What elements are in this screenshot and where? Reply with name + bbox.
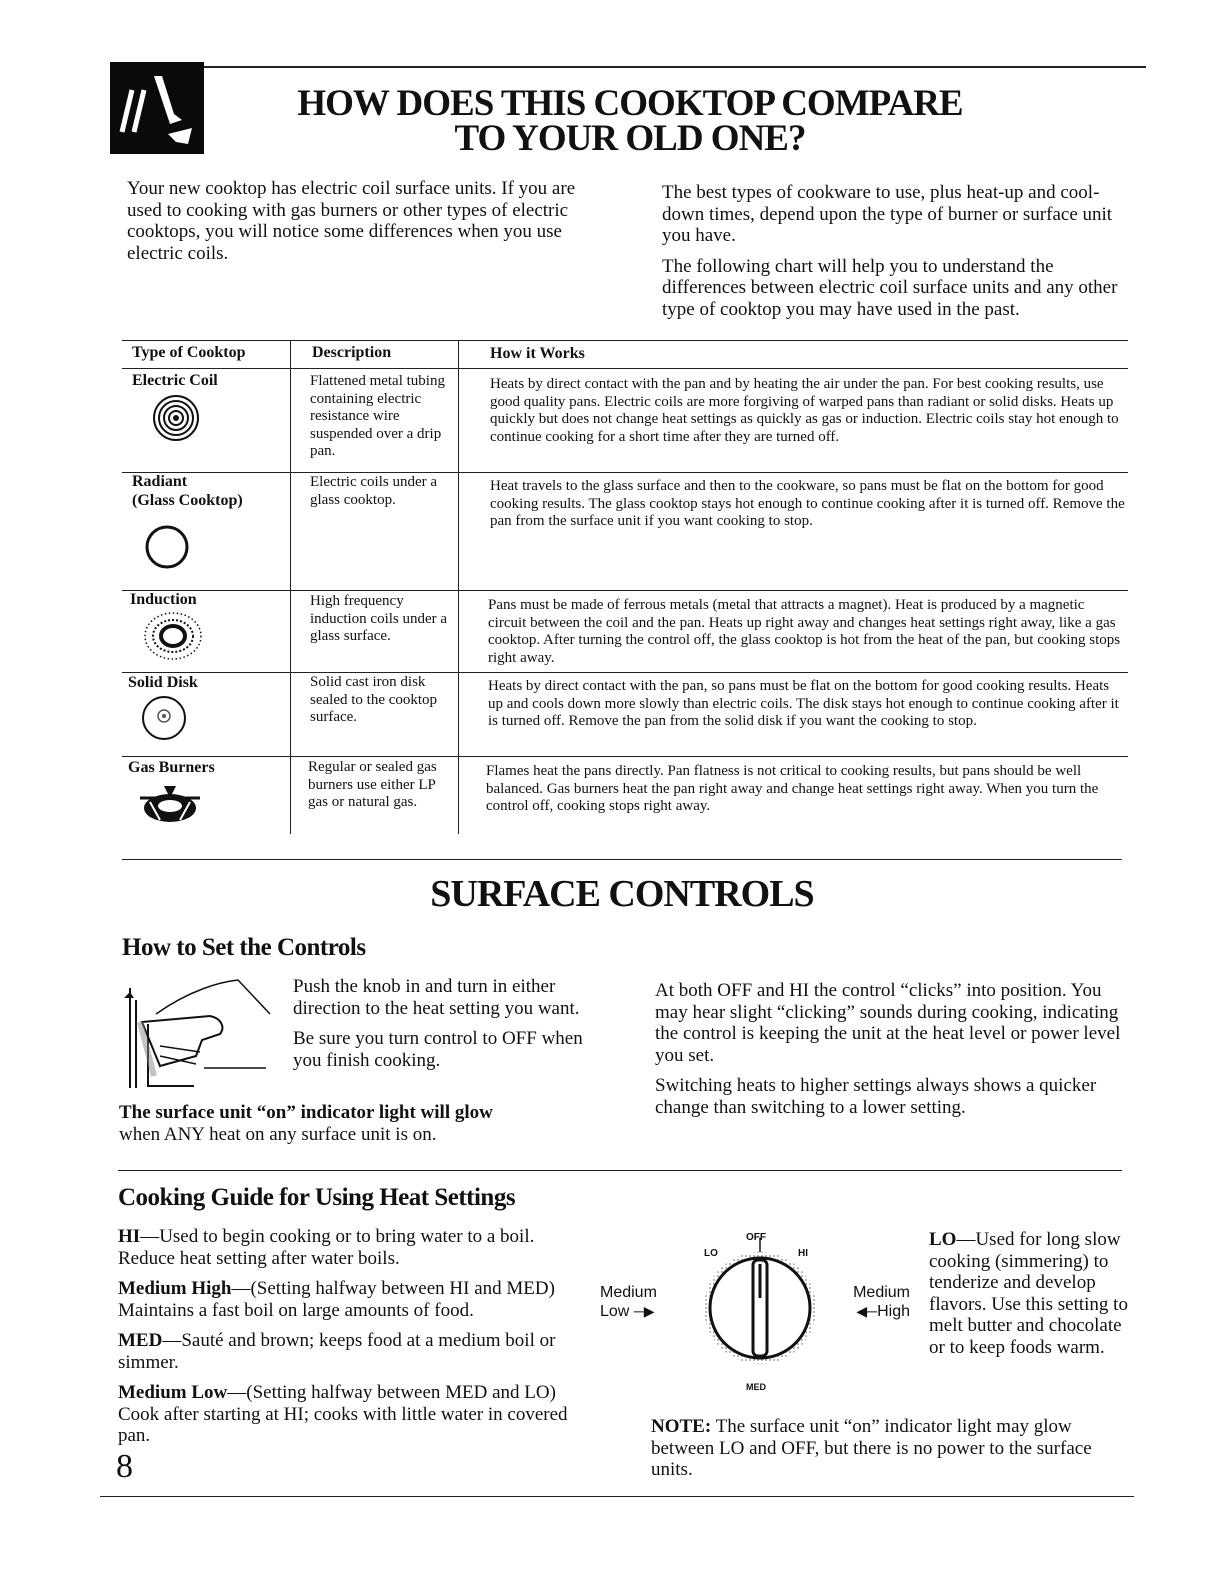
- header-top-rule: [110, 66, 1146, 68]
- dial-lo-label: LO: [704, 1248, 718, 1259]
- intro-right: [662, 182, 1132, 320]
- row-type: Solid Disk: [128, 674, 198, 691]
- page-number: 8: [116, 1448, 133, 1485]
- how-to-set-p1: Push the knob in and turn in either direction to the heat setting you want.: [293, 976, 580, 1019]
- gas-burner-icon: [136, 780, 204, 828]
- dial-medium-low-label: Medium Low ─▶: [600, 1284, 657, 1320]
- row-type: Electric Coil: [132, 372, 218, 389]
- divider: [118, 1170, 1122, 1171]
- row-description: Regular or sealed gas burners use either LP gas or natural gas.: [308, 759, 437, 810]
- list-item: Medium High—(Setting halfway between HI and MED) Maintains a fast boil on large amounts of food.: [118, 1278, 555, 1321]
- indicator-note: [119, 1102, 589, 1145]
- row-type: Radiant: [132, 473, 188, 490]
- table-row: [122, 472, 1128, 590]
- indicator-bold: The surface unit “on” indicator light will glow: [119, 1102, 493, 1123]
- how-to-set-left-text: [293, 976, 583, 1071]
- row-description: High frequency induction coils under a glass surface.: [310, 593, 448, 644]
- table-row: [122, 672, 1128, 756]
- footer-rule: [100, 1496, 1134, 1497]
- row-how: Heat travels to the glass surface and then to the cookware, so pans must be flat on the bottom for good cooking results. The glass cooktop stays hot enough to continue cooking after it is turned off. Remove the pan from the surface unit if you want cooking to stop.: [490, 478, 1125, 529]
- header-description: Description: [312, 344, 392, 361]
- row-how: Heats by direct contact with the pan, so pans must be flat on the bottom for good cooking results. Heats up and cools down more slowly than electric coils. The disk stays hot enough to continue cooking after it is turned off. Remove the pan from the solid disk if you want the cooking to stop.: [488, 678, 1119, 729]
- intro-left: Your new cooktop has electric coil surface units. If you are used to cooking with gas burners or other types of electric cooktops, you will notice some differences when you use electric coils.: [127, 178, 576, 264]
- cooking-guide-title: Cooking Guide for Using Heat Settings: [118, 1184, 516, 1211]
- table-row: [122, 756, 1128, 834]
- intro-right-p1: The best types of cookware to use, plus heat-up and cool-down times, depend upon the type of burner or surface unit you have.: [662, 182, 1113, 246]
- knob-hand-icon: [120, 976, 290, 1096]
- list-item: HI—Used to begin cooking or to bring water to a boil. Reduce heat setting after water boils.: [118, 1226, 535, 1269]
- row-type: Gas Burners: [128, 759, 215, 776]
- note-label: NOTE:: [651, 1416, 712, 1437]
- header-how: How it Works: [490, 345, 585, 362]
- how-to-set-right-text: [655, 980, 1125, 1118]
- surface-controls-title: SURFACE CONTROLS: [430, 873, 814, 915]
- table-row: [122, 590, 1128, 672]
- row-how: Flames heat the pans directly. Pan flatness is not critical to cooking results, but pans should be well balanced. Gas burners heat the pan right away and change heat settings right away. When you turn the control off, cooking stops right away.: [486, 763, 1099, 814]
- list-item: Medium Low—(Setting halfway between MED and LO) Cook after starting at HI; cooks with little water in covered pan.: [118, 1382, 568, 1446]
- row-type-sub: (Glass Cooktop): [132, 492, 243, 509]
- electric-coil-icon: [152, 394, 200, 442]
- switching-paragraph: Switching heats to higher settings always shows a quicker change than switching to a lower setting.: [655, 1075, 1097, 1118]
- heat-dial-diagram: [596, 1226, 926, 1396]
- header-type: Type of Cooktop: [132, 344, 246, 361]
- row-description: Solid cast iron disk sealed to the cooktop surface.: [310, 674, 438, 725]
- lo-term: LO: [929, 1229, 957, 1250]
- radiant-icon: [144, 524, 190, 570]
- row-description: Electric coils under a glass cooktop.: [310, 474, 438, 508]
- intro-right-p2: The following chart will help you to understand the differences between electric coil surface units and any other type of cooktop you may have used in the past.: [662, 255, 1118, 320]
- table-row: [122, 368, 1128, 472]
- row-how: Heats by direct contact with the pan and by heating the air under the pan. For best cooking results, use good quality pans. Electric coils are more forgiving of warped pans than radiant or solid disks. Heats up quickly but does not change heat settings as quickly as gas or induction. Electric coils stay hot enough to continue cooking for a short time after they are turned off.: [490, 376, 1119, 445]
- how-to-set-controls-title: How to Set the Controls: [122, 934, 366, 961]
- row-description: Flattened metal tubing containing electric resistance wire suspended over a drip pan.: [310, 373, 445, 459]
- title-line-2: TO YOUR OLD ONE?: [454, 118, 806, 159]
- dial-medium-high-label: Medium ◀─High: [853, 1284, 910, 1320]
- row-how: Pans must be made of ferrous metals (metal that attracts a magnet). Heat is produced by a magnetic circuit between the coil and the pan. Heats up right away and changes heat settings right away, like a gas cooktop. After turning the control off, the glass cooktop is hot from the heat of the pan, but cooking stops right away.: [488, 597, 1121, 666]
- title-line-1: HOW DOES THIS COOKTOP COMPARE: [297, 83, 963, 124]
- clicks-paragraph: At both OFF and HI the control “clicks” into position. You may hear slight “clicking” sounds during cooking, indicating the control is keeping the unit at the heat level or power level you set.: [655, 980, 1121, 1066]
- induction-icon: [142, 610, 204, 662]
- solid-disk-icon: [140, 694, 188, 742]
- indicator-rest: when ANY heat on any surface unit is on.: [119, 1123, 437, 1145]
- note: [651, 1416, 1121, 1481]
- note-text: The surface unit “on” indicator light may glow between LO and OFF, but there is no power to the surface units.: [651, 1416, 1092, 1480]
- dial-off-label: OFF: [746, 1232, 766, 1243]
- row-type: Induction: [130, 591, 197, 608]
- dial-hi-label: HI: [798, 1248, 808, 1259]
- lo-text: —Used for long slow cooking (simmering) to tenderize and develop flavors. Use this setting to melt butter and chocolate or to keep foods warm.: [929, 1229, 1128, 1358]
- comparison-table: [122, 340, 1128, 834]
- how-to-set-p2: Be sure you turn control to OFF when you finish cooking.: [293, 1028, 583, 1071]
- heat-settings-list: [118, 1226, 588, 1447]
- dial-med-label: MED: [746, 1382, 766, 1392]
- page-title: [220, 83, 1040, 159]
- lo-description: [929, 1229, 1129, 1358]
- logo-icon: [110, 62, 204, 154]
- list-item: MED—Sauté and brown; keeps food at a medium boil or simmer.: [118, 1330, 556, 1373]
- dial-knob-icon: [700, 1238, 820, 1378]
- divider: [122, 859, 1122, 860]
